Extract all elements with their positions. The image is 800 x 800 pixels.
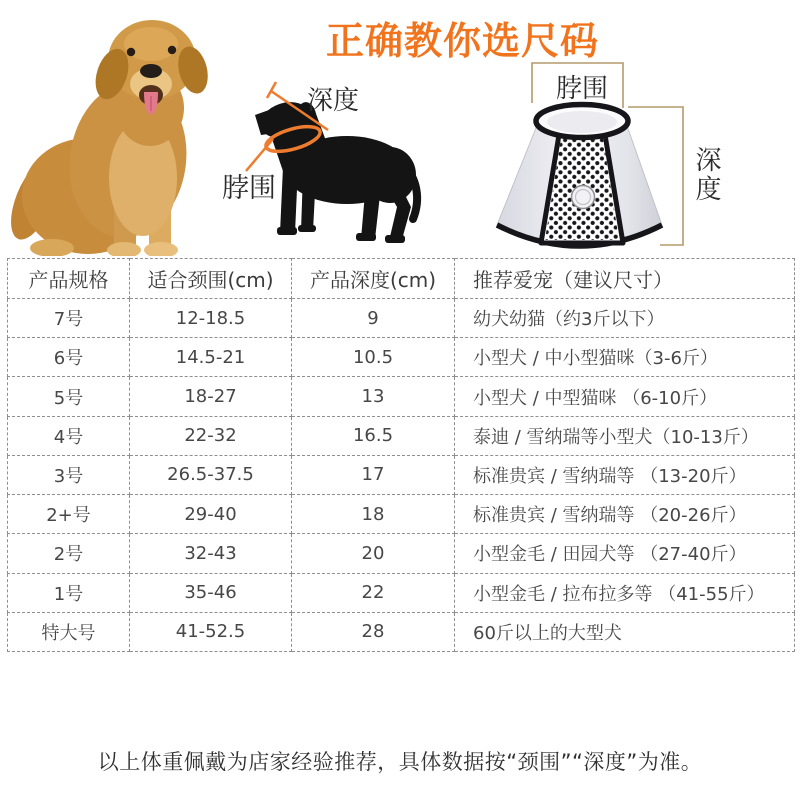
header-neck: 适合颈围(cm): [130, 259, 292, 299]
neck-range-cell: 12-18.5: [130, 299, 292, 338]
header-spec: 产品规格: [8, 259, 130, 299]
table-row: [8, 455, 795, 494]
recommendation-cell: 泰迪 / 雪纳瑞等小型犬（10-13斤）: [455, 416, 795, 455]
table-row: [8, 299, 795, 338]
recommendation-cell: 小型金毛 / 田园犬等 （27-40斤）: [455, 534, 795, 573]
recommendation-cell: 60斤以上的大型犬: [455, 612, 795, 651]
dog-depth-label: 深度: [307, 86, 360, 116]
recommendation-cell: 标准贵宾 / 雪纳瑞等 （13-20斤）: [455, 455, 795, 494]
size-cell: 5号: [8, 377, 130, 416]
size-cell: 3号: [8, 455, 130, 494]
neck-range-cell: 41-52.5: [130, 612, 292, 651]
size-table: [7, 258, 795, 652]
size-cell: 6号: [8, 338, 130, 377]
header-depth: 产品深度(cm): [292, 259, 455, 299]
table-row: [8, 495, 795, 534]
depth-cell: 9: [292, 299, 455, 338]
dog-nose: [140, 64, 162, 78]
neck-range-cell: 29-40: [130, 495, 292, 534]
dog-eye-left: [127, 48, 135, 56]
table-header-row: [8, 259, 795, 299]
cone-depth-label: 深度: [691, 146, 721, 204]
table-row: [8, 573, 795, 612]
depth-cell: 18: [292, 495, 455, 534]
recommendation-cell: 标准贵宾 / 雪纳瑞等 （20-26斤）: [455, 495, 795, 534]
table-row: [8, 338, 795, 377]
golden-retriever-photo: [0, 0, 240, 256]
size-cell: 2+号: [8, 495, 130, 534]
neck-range-cell: 35-46: [130, 573, 292, 612]
header-recommend: 推荐爱宠（建议尺寸）: [455, 259, 795, 299]
neck-range-cell: 22-32: [130, 416, 292, 455]
dog-neck-label: 脖围: [222, 173, 276, 204]
cone-opening: [547, 111, 617, 133]
recommendation-cell: 小型犬 / 中小型猫咪（3-6斤）: [455, 338, 795, 377]
neck-range-cell: 18-27: [130, 377, 292, 416]
table-row: [8, 416, 795, 455]
depth-cell: 28: [292, 612, 455, 651]
size-cell: 特大号: [8, 612, 130, 651]
neck-range-cell: 32-43: [130, 534, 292, 573]
recommendation-cell: 幼犬幼猫（约3斤以下）: [455, 299, 795, 338]
size-cell: 7号: [8, 299, 130, 338]
recommendation-cell: 小型金毛 / 拉布拉多等 （41-55斤）: [455, 573, 795, 612]
dog-eye-right: [168, 46, 176, 54]
table-row: [8, 612, 795, 651]
depth-cell: 13: [292, 377, 455, 416]
neck-range-cell: 14.5-21: [130, 338, 292, 377]
depth-cell: 20: [292, 534, 455, 573]
table-row: [8, 377, 795, 416]
depth-cell: 17: [292, 455, 455, 494]
depth-cell: 16.5: [292, 416, 455, 455]
recommendation-cell: 小型犬 / 中型猫咪 （6-10斤）: [455, 377, 795, 416]
footnote: 以上体重佩戴为店家经验推荐，具体数据按“颈围”“深度”为准。: [97, 750, 703, 774]
size-cell: 2号: [8, 534, 130, 573]
size-cell: 1号: [8, 573, 130, 612]
depth-pointer-tick: [267, 82, 276, 98]
depth-cell: 10.5: [292, 338, 455, 377]
neck-range-cell: 26.5-37.5: [130, 455, 292, 494]
cone-neck-label: 脖围: [556, 74, 609, 104]
table-row: [8, 534, 795, 573]
page-title: 正确教你选尺码: [326, 19, 600, 63]
size-cell: 4号: [8, 416, 130, 455]
depth-cell: 22: [292, 573, 455, 612]
dog-silhouette-shape: [255, 96, 416, 243]
